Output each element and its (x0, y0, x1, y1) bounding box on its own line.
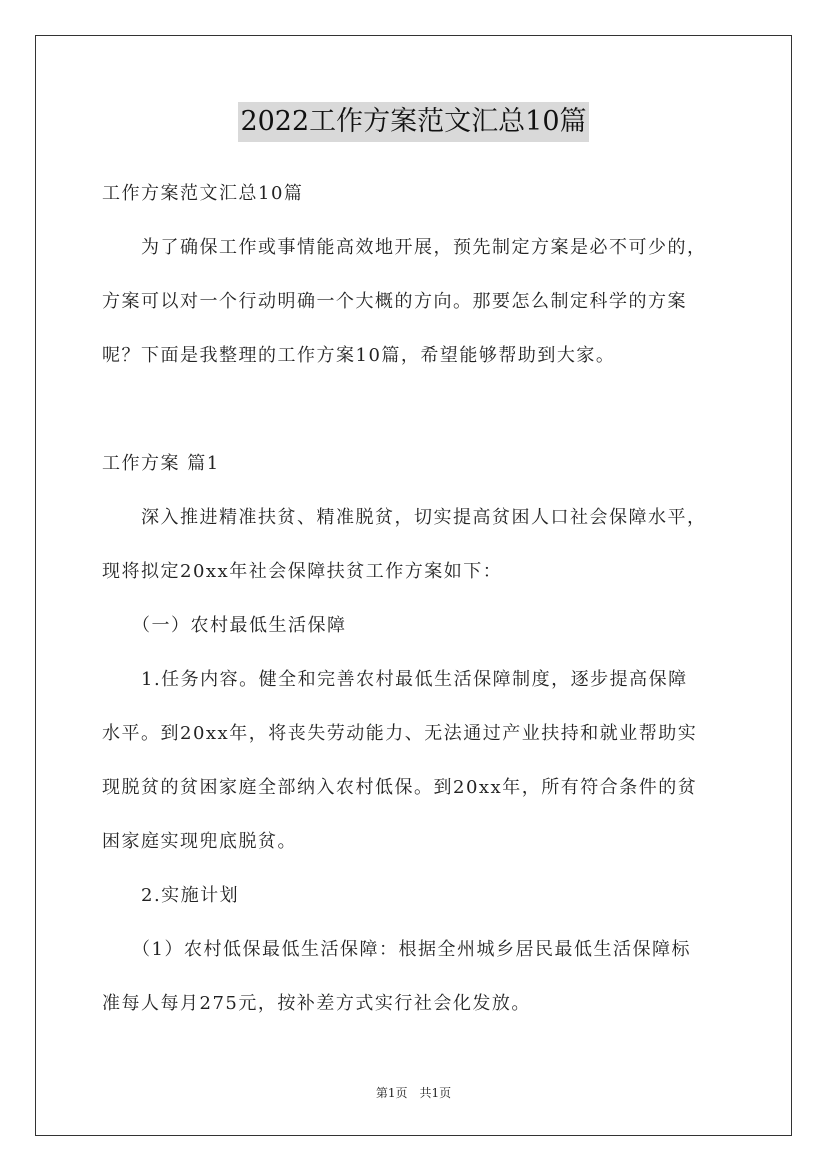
section-heading: 工作方案 篇1 (102, 453, 220, 474)
paragraph-line: 为了确保工作或事情能高效地开展，预先制定方案是必不可少的， (102, 237, 707, 258)
paragraph-line: 现将拟定20xx年社会保障扶贫工作方案如下： (102, 561, 503, 582)
paragraph-line: （1）农村低保最低生活保障：根据全州城乡居民最低生活保障标 (102, 939, 691, 960)
paragraph-line: 呢？下面是我整理的工作方案10篇，希望能够帮助到大家。 (102, 345, 616, 366)
title-container (0, 102, 827, 142)
subtitle-line: 工作方案范文汇总10篇 (102, 183, 304, 204)
paragraph-line: 方案可以对一个行动明确一个大概的方向。那要怎么制定科学的方案 (102, 291, 687, 312)
paragraph-line: 现脱贫的贫困家庭全部纳入农村低保。到20xx年，所有符合条件的贫 (102, 777, 698, 798)
document-title: 2022工作方案范文汇总10篇 (238, 102, 588, 142)
paragraph-line: 深入推进精准扶贫、精准脱贫，切实提高贫困人口社会保障水平， (102, 507, 707, 528)
page-footer: 第1页 共1页 (375, 1086, 452, 1100)
paragraph-line: 水平。到20xx年，将丧失劳动能力、无法通过产业扶持和就业帮助实 (102, 723, 698, 744)
paragraph-line: 困家庭实现兜底脱贫。 (102, 831, 297, 852)
subsection-heading: 2.实施计划 (102, 885, 240, 906)
paragraph-line: 1.任务内容。健全和完善农村最低生活保障制度，逐步提高保障 (102, 669, 688, 690)
paragraph-line: 准每人每月275元，按补差方式实行社会化发放。 (102, 993, 531, 1014)
subsection-heading: （一）农村最低生活保障 (102, 615, 347, 636)
